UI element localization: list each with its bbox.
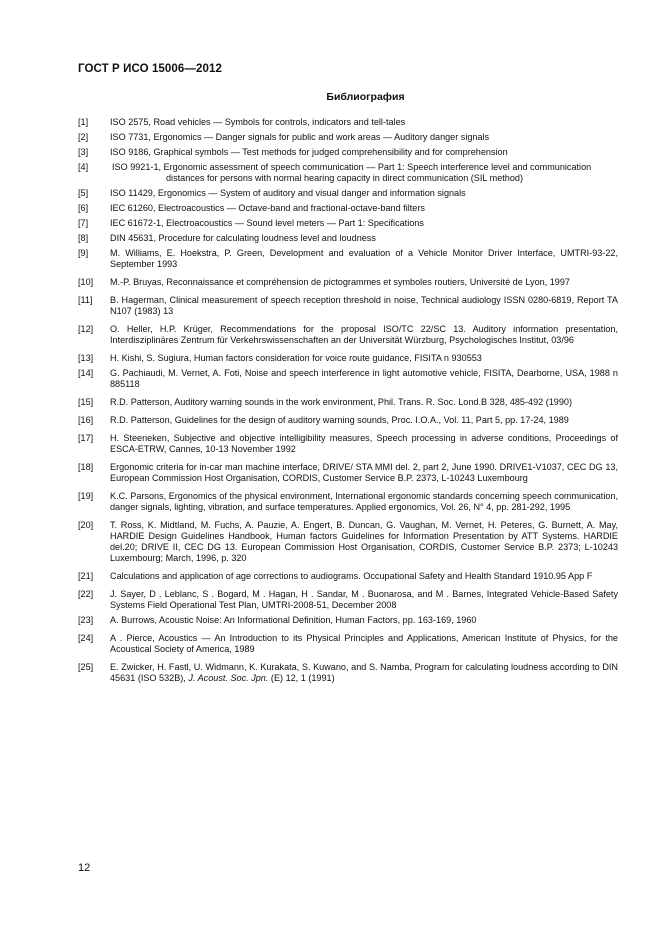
bib-number: [2] [78, 132, 89, 142]
bib-entry [78, 203, 618, 214]
bib-number: [19] [78, 491, 94, 501]
bib-number: [10] [78, 277, 94, 287]
bib-entry [78, 615, 618, 626]
bib-entry [78, 433, 618, 455]
bib-entry [78, 248, 618, 270]
bib-text-part: (E) 12, 1 (1991) [268, 673, 335, 683]
bib-text: M. Williams, E. Hoekstra, P. Green, Development and evaluation of a Vehicle Monitor Driver Interface, UMTRI-93-22, September 1993 [110, 248, 618, 269]
page-number: 12 [78, 862, 91, 874]
bib-text: J. Sayer, D . Leblanc, S . Bogard, M . Hagan, H . Sandar, M . Buonarosa, and M . Barnes, Integrated Vehicle-Based Safety Systems Field Operational Test Plan, UMTRI-2008-51, December 2008 [110, 589, 618, 610]
bib-text: G. Pachiaudi, M. Vernet, A. Foti, Noise and speech interference in light automotive vehicle, FISITA, Dearborne, USA, 1988 n 885118 [110, 368, 618, 389]
bib-text: ISO 11429, Ergonomics — System of auditory and visual danger and information signals [110, 188, 466, 198]
bib-text: H. Kishi, S. Sugiura, Human factors consideration for voice route guidance, FISITA n 930553 [110, 353, 482, 363]
bib-text: M.-P. Bruyas, Reconnaissance et compréhension de pictogrammes et symboles routiers, Université de Lyon, 1997 [110, 277, 570, 287]
bib-number: [9] [78, 248, 89, 258]
bib-number: [23] [78, 615, 94, 625]
bib-entry [78, 462, 618, 484]
bib-entry [78, 571, 618, 582]
bib-number: [24] [78, 633, 94, 643]
bib-number: [8] [78, 233, 89, 243]
bib-text: H. Steeneken, Subjective and objective intelligibility measures, Speech processing in adverse conditions, Proceedings of ESCA-ETRW, Cannes, 10‐13 November 1992 [110, 433, 618, 454]
bib-text: ISO 9186, Graphical symbols — Test methods for judged comprehensibility and for comprehension [110, 147, 508, 157]
bib-entry [78, 277, 618, 288]
bib-text: Calculations and application of age corrections to audiograms. Occupational Safety and Health Standard 1910.95 App F [110, 571, 593, 581]
bib-entry [78, 353, 618, 364]
bib-entry [78, 117, 618, 128]
bib-text: A. Burrows, Acoustic Noise: An Informational Definition, Human Factors, pp. 163‐169, 1960 [110, 615, 477, 625]
bib-number: [15] [78, 397, 94, 407]
bib-text: ISO 2575, Road vehicles — Symbols for controls, indicators and tell-tales [110, 117, 406, 127]
bib-text: R.D. Patterson, Auditory warning sounds in the work environment, Phil. Trans. R. Soc. Lond.B 328, 485‐492 (1990) [110, 397, 573, 407]
bib-number: [12] [78, 324, 94, 334]
section-title: Библиография [326, 91, 405, 103]
bib-number: [11] [78, 295, 93, 305]
bib-entry [78, 218, 618, 229]
bib-number: [6] [78, 203, 89, 213]
bib-entry [78, 633, 618, 655]
bib-number: [7] [78, 218, 89, 228]
bib-text: IEC 61672-1, Electroacoustics — Sound level meters — Part 1: Specifications [110, 218, 424, 228]
bib-text: O. Heller, H.P. Krüger, Recommendations for the proposal ISO/TC 22/SC 13. Auditory information presentation, Interdisziplinäres Zentrum für Verkehrswissenschaften an der Universität Würzburg, Psychologisches Institut, 03/96 [110, 324, 618, 345]
bib-text-part: E. Zwicker, H. Fastl, U. Widmann, K. Kurakata, S. Kuwano, and S. Namba, Program for calculating loudness according to DIN 45631 (ISO 532B), [110, 662, 618, 683]
bib-text: ISO 9921-1, Ergonomic assessment of speech communication — Part 1: Speech interference level and communication distances for persons with normal hearing capacity in direct communication (SIL method) [112, 162, 592, 183]
bib-entry [78, 147, 618, 158]
bib-entry [78, 397, 618, 408]
bib-number: [18] [78, 462, 94, 472]
bib-entry [78, 368, 618, 390]
bib-entry [78, 520, 618, 564]
bib-text: DIN 45631, Procedure for calculating loudness level and loudness [110, 233, 376, 243]
bib-number: [17] [78, 433, 94, 443]
bib-entry [78, 324, 618, 346]
bib-number: [1] [78, 117, 89, 127]
bib-entry [78, 233, 618, 244]
bib-entry [78, 491, 618, 513]
bib-number: [3] [78, 147, 89, 157]
bib-entry [78, 132, 618, 143]
bibliography-list [78, 117, 618, 684]
bib-number: [13] [78, 353, 94, 363]
bib-number: [5] [78, 188, 89, 198]
bib-number: [16] [78, 415, 94, 425]
bib-number: [25] [78, 662, 94, 672]
bib-text: T. Ross, K. Midtland, M. Fuchs, A. Pauzie, A. Engert, B. Duncan, G. Vaughan, M. Vernet, H. Peteres, G. Burnett, A. May, HARDIE Design Guidelines Handbook, Human factors Guidelines for Information Presentation by ATT Systems. HARDIE del.20; DRIVE II, CEC DG 13. European Commission Host Organisation, CORDIS, Customer Service B.P. 2373; L‐10243 Luxembourg; March, 1996, p. 320 [110, 520, 618, 563]
bib-entry [78, 415, 618, 426]
bib-text: K.C. Parsons, Ergonomics of the physical environment, International ergonomic standards concerning speech communication, danger signals, lighting, vibration, and surface temperatures. Applied ergonomics, Vol. 26, N° 4, pp. 281‐292, 1995 [110, 491, 618, 512]
bib-text: ISO 7731, Ergonomics — Danger signals for public and work areas — Auditory danger signals [110, 132, 490, 142]
bib-number: [21] [78, 571, 94, 581]
document-header: ГОСТ Р ИСО 15006—2012 [78, 63, 223, 75]
bib-number: [4] [78, 162, 89, 172]
bib-number: [22] [78, 589, 94, 599]
bib-number: [20] [78, 520, 94, 530]
bib-number: [14] [78, 368, 94, 378]
bib-entry [78, 295, 618, 317]
bib-text: B. Hagerman, Clinical measurement of speech reception threshold in noise, Technical audiology ISSN 0280‐6819, Report TA N107 (1983) 13 [110, 295, 618, 316]
bib-entry [78, 662, 618, 684]
bib-entry [78, 589, 618, 611]
bib-text: R.D. Patterson, Guidelines for the design of auditory warning sounds, Proc. I.O.A., Vol. 11, Part 5, pp. 17‐24, 1989 [110, 415, 569, 425]
journal-title: J. Acoust. Soc. Jpn. [188, 673, 269, 683]
bib-text: A . Pierce, Acoustics — An Introduction to its Physical Principles and Applications, American Institute of Physics, for the Acoustical Society of America, 1989 [110, 633, 618, 654]
bib-entry [78, 188, 618, 199]
bib-text: IEC 61260, Electroacoustics — Octave-band and fractional-octave-band filters [110, 203, 425, 213]
bib-text: Ergonomic criteria for in-car man machine interface, DRIVE/ STA MMI del. 2, part 2, June 1990. DRIVE1-V1037, CEC DG 13, European Commission Host Organisation, CORDIS, Customer Service B.P. 2373, L‐10243 Luxembourg [110, 462, 618, 483]
bib-entry [78, 162, 618, 184]
bib-text [110, 662, 618, 684]
